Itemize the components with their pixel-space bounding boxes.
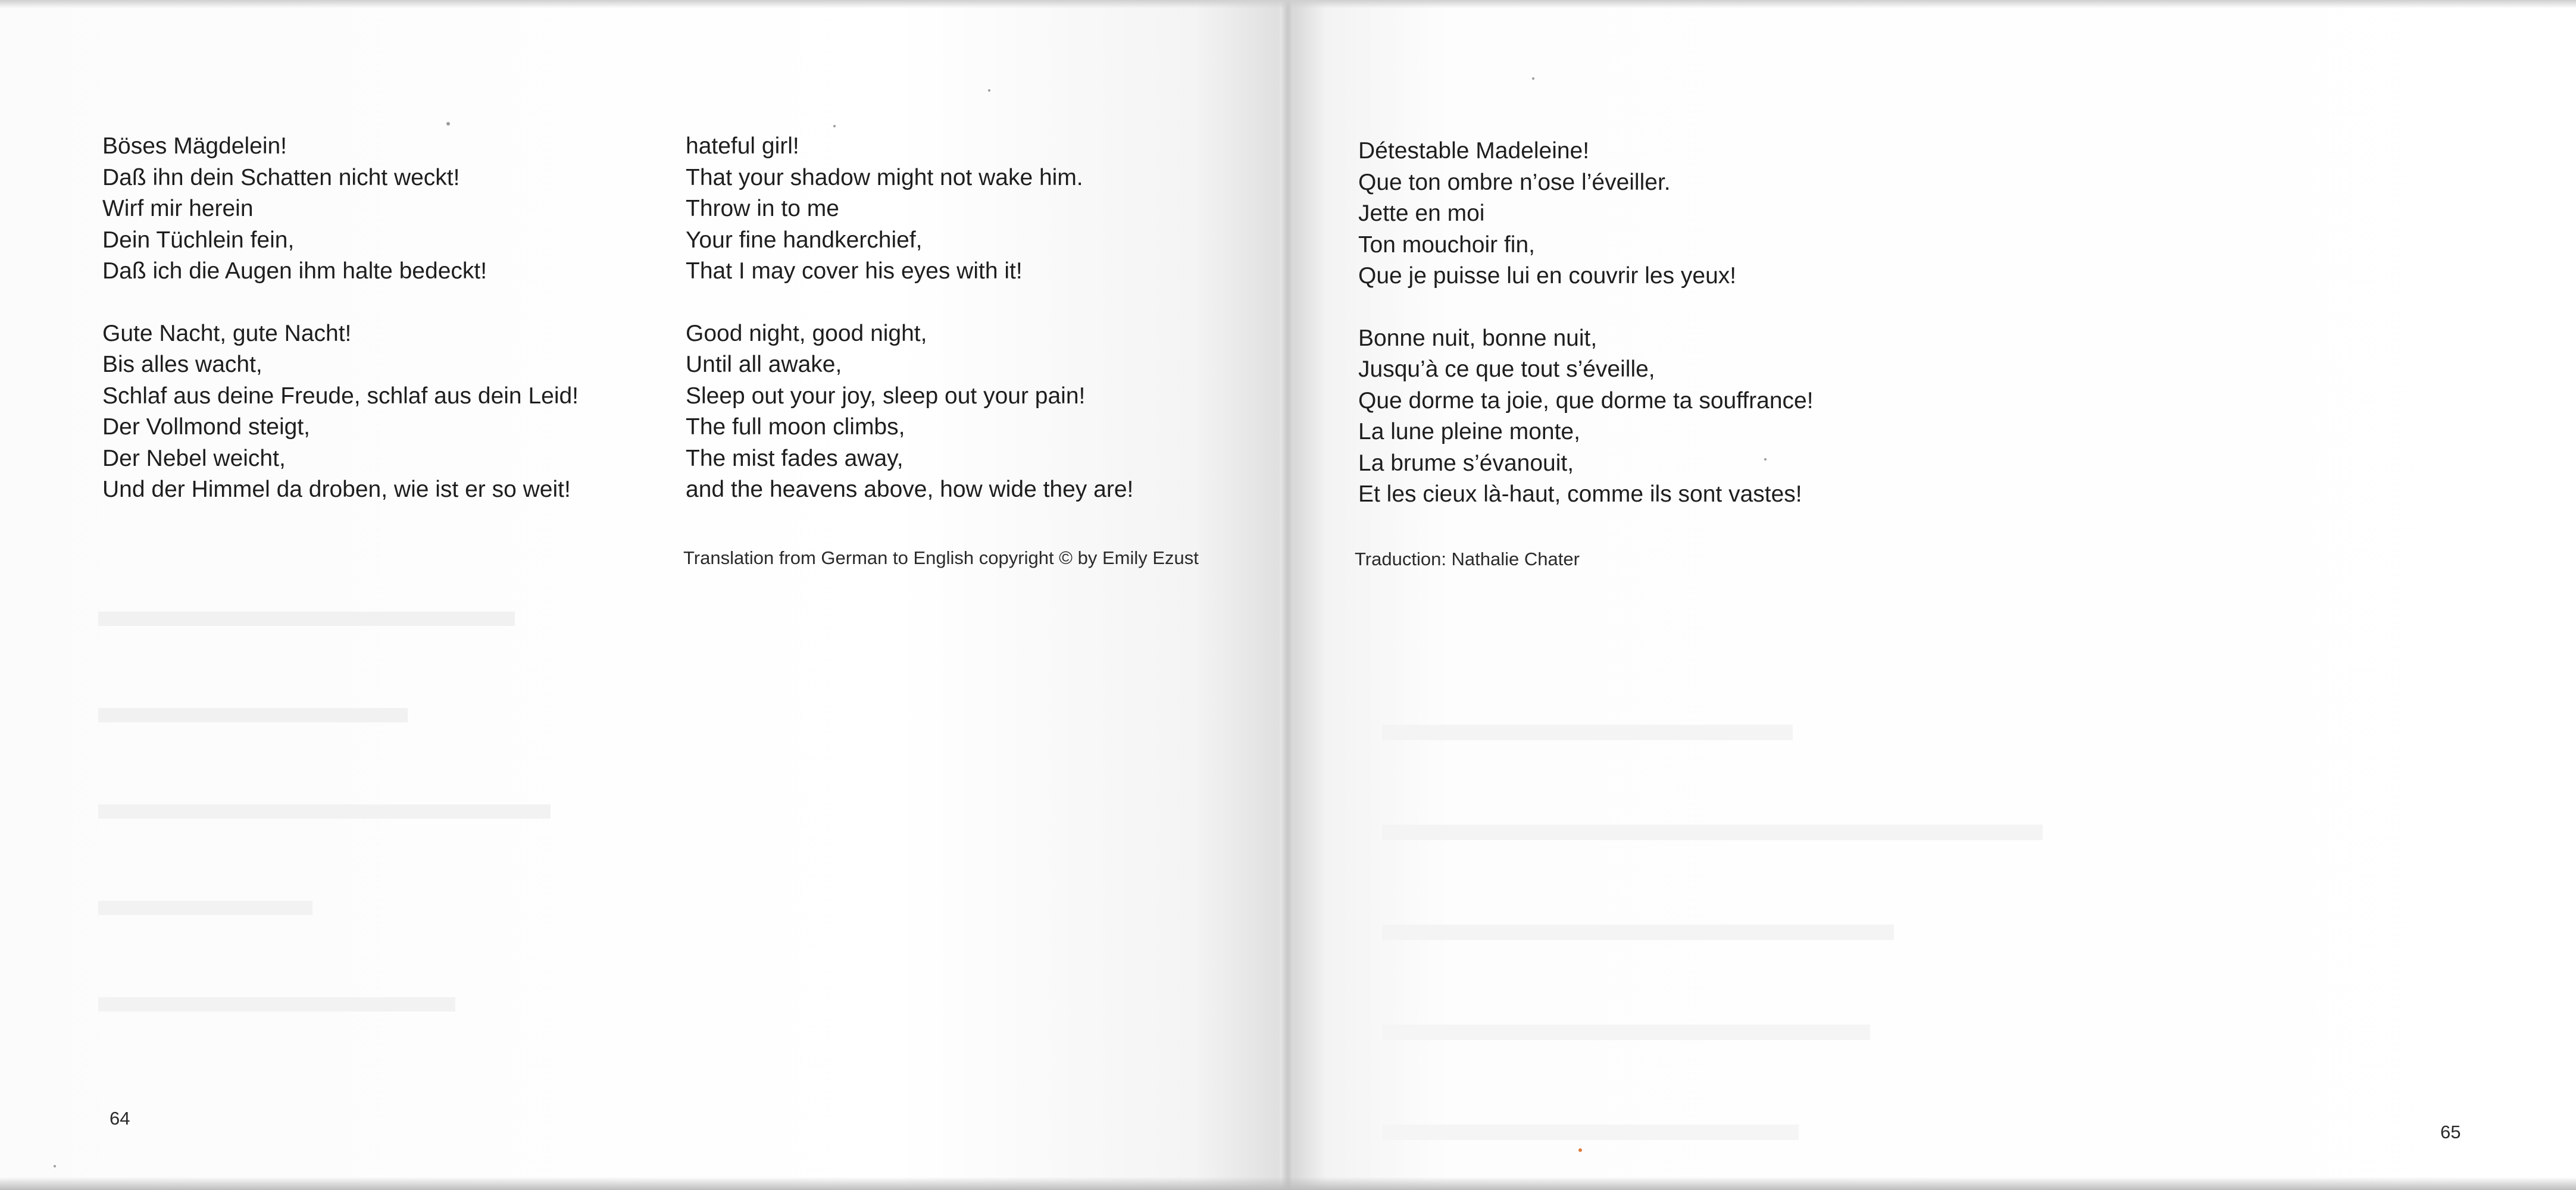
poem-line: Gute Nacht, gute Nacht! — [102, 320, 352, 346]
poem-line: Daß ihn dein Schatten nicht weckt! — [102, 164, 460, 190]
french-translation-credit: Traduction: Nathalie Chater — [1355, 549, 1580, 569]
poem-line: Der Nebel weicht, — [102, 445, 286, 471]
english-stanza-1 — [686, 131, 1133, 287]
french-stanza-1 — [1358, 136, 1814, 292]
poem-line: That I may cover his eyes with it! — [686, 258, 1023, 284]
scan-speck — [988, 89, 990, 92]
poem-line: That your shadow might not wake him. — [686, 164, 1083, 190]
german-poem — [102, 131, 579, 506]
poem-line: Que dorme ta joie, que dorme ta souffrance! — [1358, 387, 1814, 414]
poem-line: Jusqu’à ce que tout s’éveille, — [1358, 356, 1655, 382]
french-stanza-2 — [1358, 323, 1814, 511]
show-through-left-a — [98, 536, 634, 1071]
poem-line: The mist fades away, — [686, 445, 904, 471]
poem-line: Bonne nuit, bonne nuit, — [1358, 325, 1598, 351]
show-through-right — [1382, 654, 2037, 1071]
poem-line: Böses Mägdelein! — [102, 133, 287, 159]
poem-line: hateful girl! — [686, 133, 799, 159]
page-number-left: 64 — [110, 1108, 130, 1129]
german-stanza-1 — [102, 131, 579, 287]
scan-speck — [1532, 77, 1534, 80]
poem-line: Schlaf aus deine Freude, schlaf aus dein Leid! — [102, 383, 579, 409]
german-stanza-2 — [102, 318, 579, 506]
poem-line: Your fine handkerchief, — [686, 227, 923, 253]
scan-edge-top — [0, 0, 2576, 8]
left-page — [0, 0, 1284, 1190]
english-stanza-2 — [686, 318, 1133, 506]
english-translation-credit: Translation from German to English copyright © by Emily Ezust — [683, 547, 1199, 568]
page-number-right: 65 — [2440, 1122, 2461, 1142]
poem-line: La brume s’évanouit, — [1358, 450, 1574, 476]
scan-edge-bottom — [0, 1177, 2576, 1190]
poem-line: Bis alles wacht, — [102, 352, 262, 377]
poem-line: Ton mouchoir fin, — [1358, 231, 1535, 258]
scan-speck — [1764, 458, 1767, 461]
french-translation — [1358, 136, 1814, 511]
poem-line: Sleep out your joy, sleep out your pain! — [686, 383, 1086, 409]
scan-speck — [833, 125, 836, 127]
poem-line: Until all awake, — [686, 352, 842, 377]
scan-speck — [1578, 1148, 1582, 1152]
poem-line: Détestable Madeleine! — [1358, 138, 1590, 164]
scan-speck — [54, 1165, 56, 1167]
poem-line: The full moon climbs, — [686, 414, 905, 440]
poem-line: Und der Himmel da droben, wie ist er so weit! — [102, 477, 571, 502]
poem-line: Throw in to me — [686, 196, 839, 221]
poem-line: Der Vollmond steigt, — [102, 414, 311, 440]
poem-line: Dein Tüchlein fein, — [102, 227, 295, 253]
poem-line: Et les cieux là-haut, comme ils sont vastes! — [1358, 481, 1802, 507]
poem-line: Que je puisse lui en couvrir les yeux! — [1358, 263, 1737, 289]
scan-speck — [446, 122, 450, 126]
poem-line: Que ton ombre n’ose l’éveiller. — [1358, 169, 1671, 195]
english-translation — [686, 131, 1133, 506]
poem-line: Good night, good night, — [686, 320, 927, 346]
right-page — [1294, 0, 2576, 1190]
poem-line: Jette en moi — [1358, 201, 1485, 226]
poem-line: La lune pleine monte, — [1358, 419, 1580, 444]
poem-line: Wirf mir herein — [102, 196, 254, 221]
poem-line: and the heavens above, how wide they are! — [686, 477, 1134, 502]
poem-line: Daß ich die Augen ihm halte bedeckt! — [102, 258, 487, 284]
